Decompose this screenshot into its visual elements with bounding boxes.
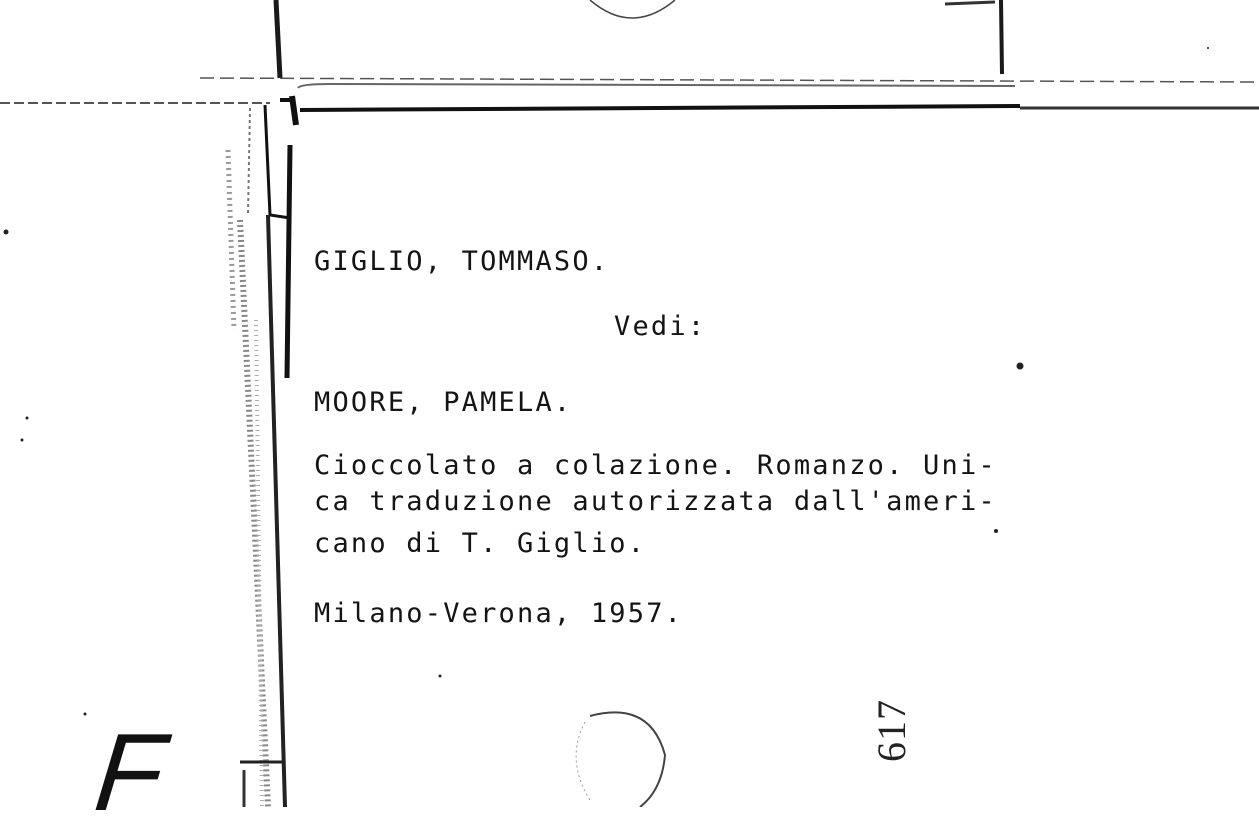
stamp-number: 617	[869, 699, 914, 762]
left-binding-strip	[228, 105, 290, 807]
card-text-block	[314, 0, 1074, 807]
see-also-label: Vedi:	[614, 311, 707, 342]
description-line: Cioccolato a colazione. Romanzo. Uni-	[314, 450, 997, 481]
margin-letter: F	[89, 711, 170, 834]
card-heading: GIGLIO, TOMMASO.	[314, 246, 610, 277]
description-line: cano di T. Giglio.	[314, 528, 647, 559]
entry-author: MOORE, PAMELA.	[314, 387, 573, 418]
imprint-line: Milano-Verona, 1957.	[314, 598, 684, 629]
description-line: ca traduzione autorizzata dall'ameri-	[314, 486, 997, 517]
